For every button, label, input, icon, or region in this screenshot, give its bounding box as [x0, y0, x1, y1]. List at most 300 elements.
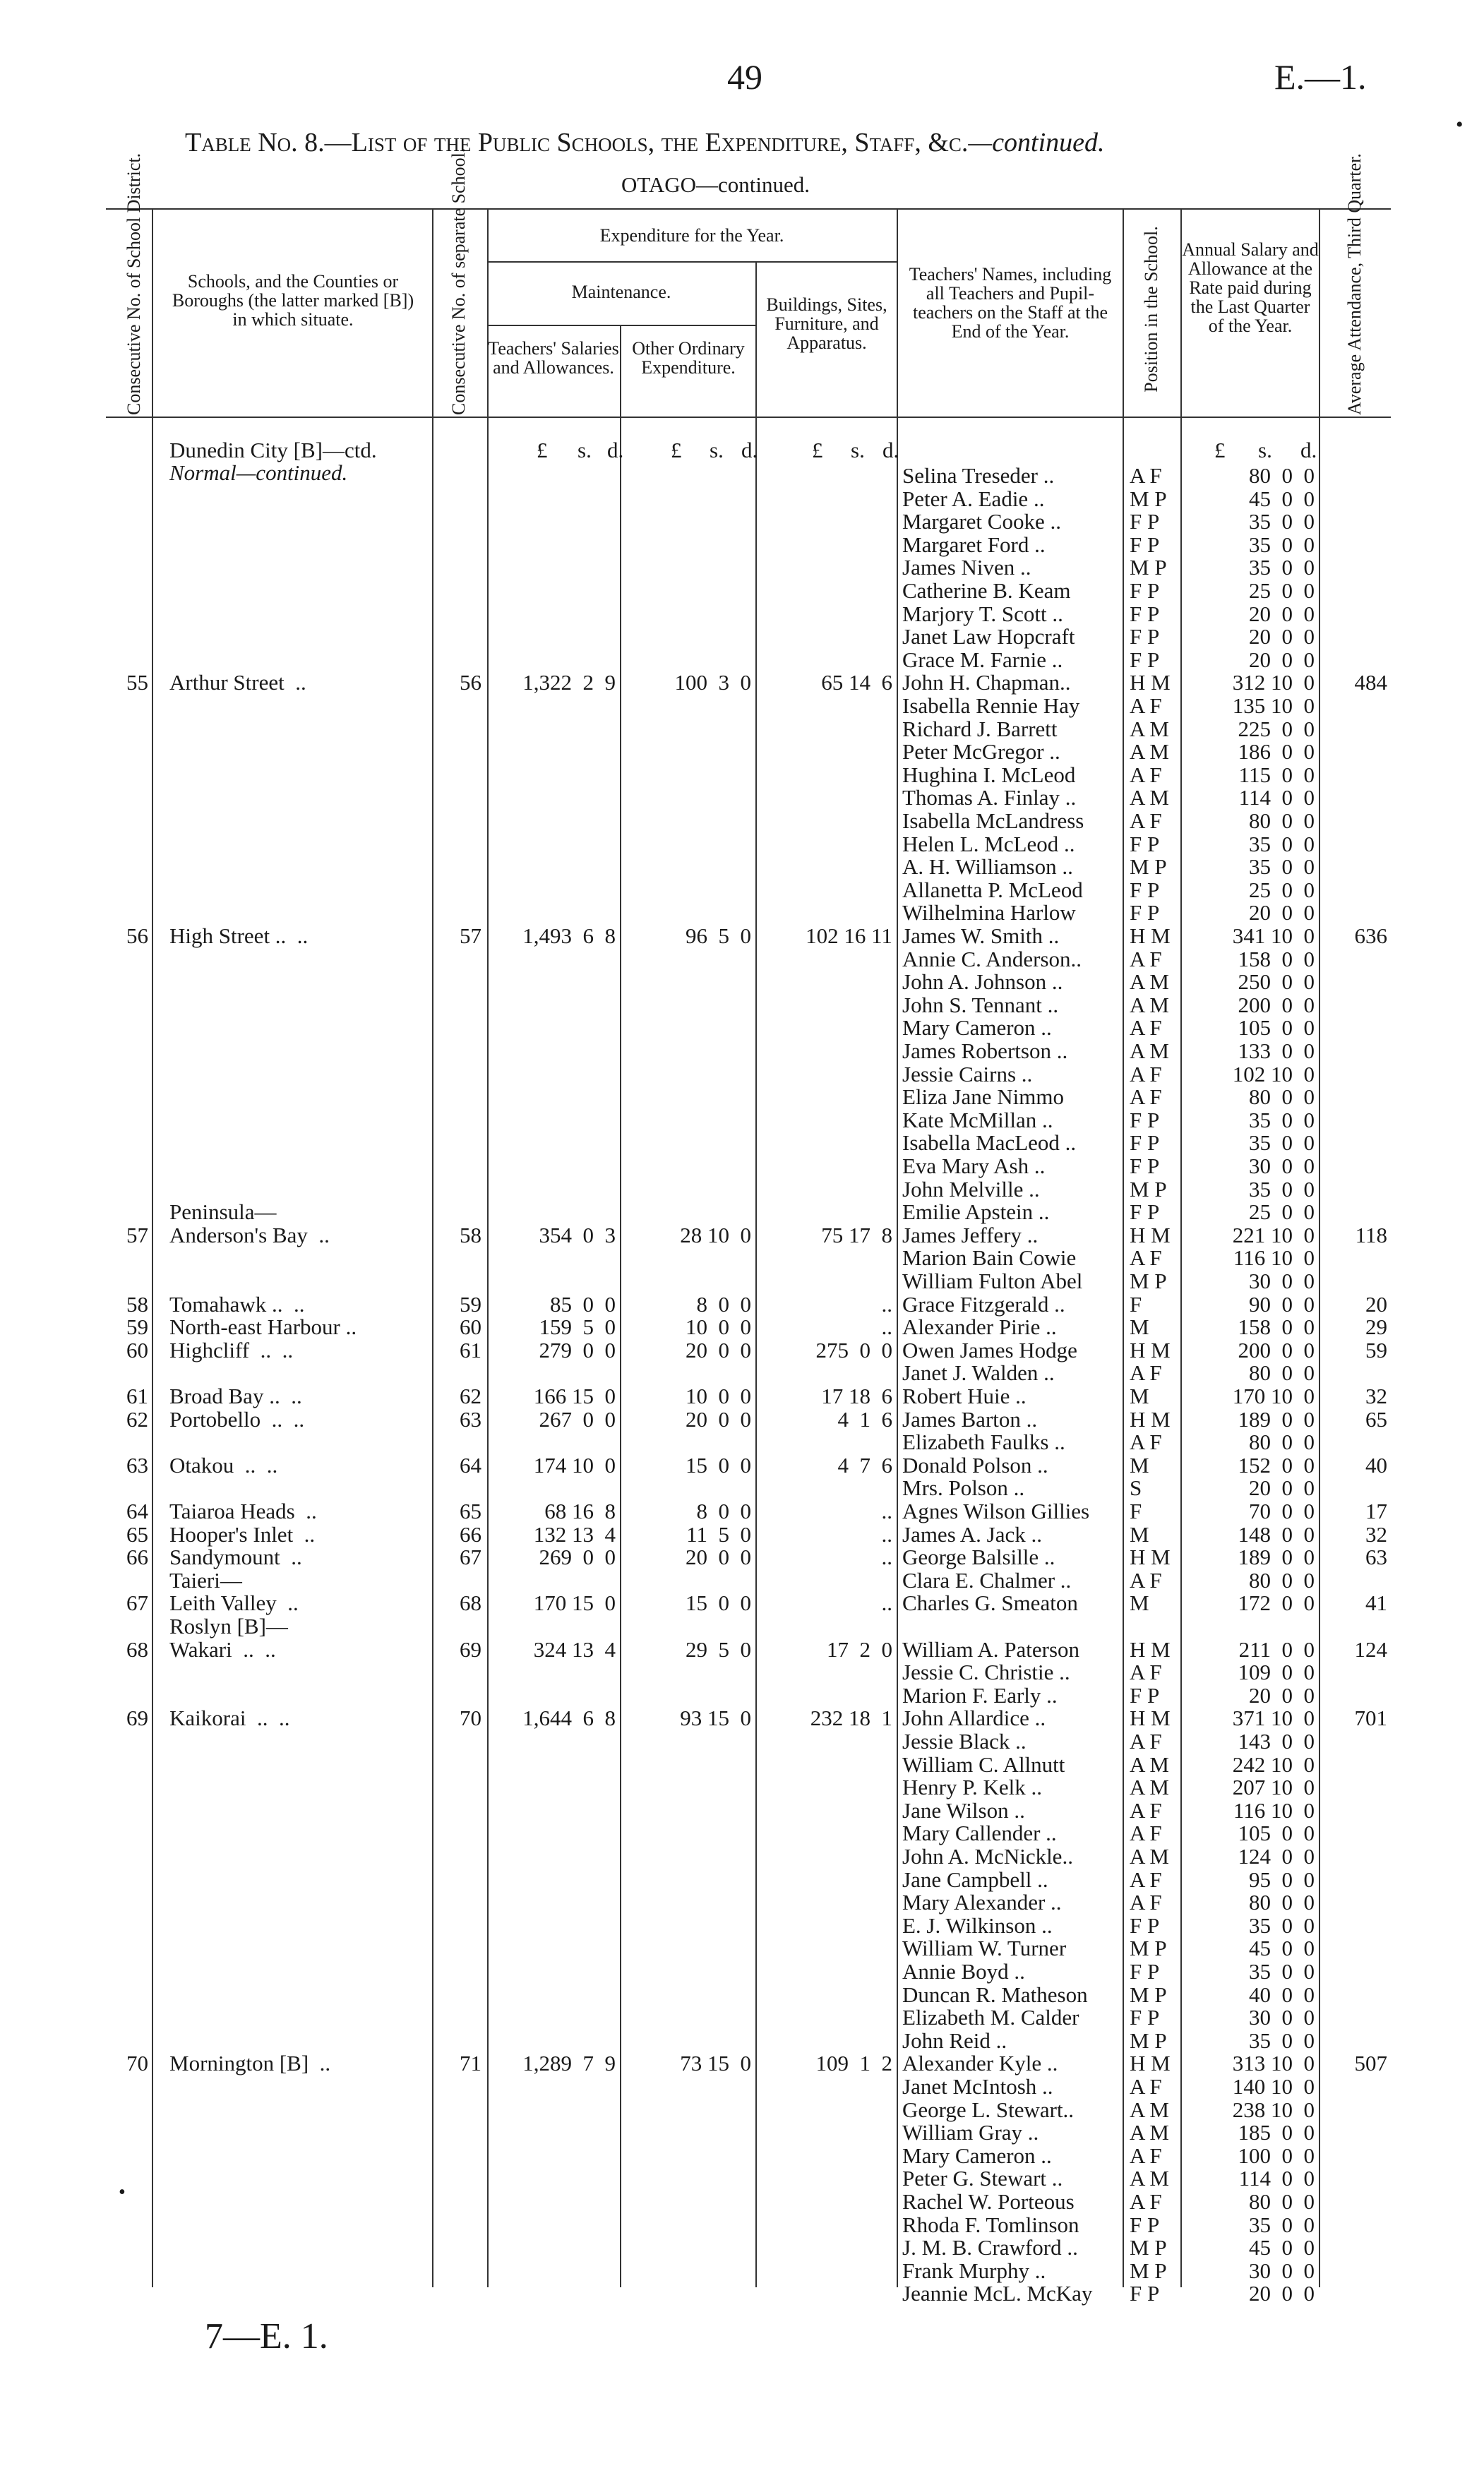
row-73-position: A F — [1130, 2143, 1162, 2168]
row-37-buildings: .. — [881, 1314, 892, 1340]
row-72-salary: 185 0 0 — [1238, 2120, 1315, 2145]
row-69-salaries: 1,289 7 9 — [522, 2051, 616, 2076]
col-rule-9 — [1319, 208, 1320, 2287]
row-43-district-no: 63 — [126, 1452, 148, 1478]
row-0-position: A F — [1130, 463, 1162, 488]
row-44-teacher-name: Mrs. Polson .. — [902, 1475, 1025, 1501]
row-51-attendance: 124 — [1354, 1636, 1387, 1662]
currency-unit-2-1: s. — [851, 438, 865, 462]
row-20-attendance: 636 — [1354, 923, 1387, 948]
row-41-salaries: 267 0 0 — [539, 1406, 616, 1432]
row-55-teacher-name: Jessie Black .. — [902, 1729, 1027, 1754]
col-rule-1 — [152, 208, 153, 2287]
row-41-salary: 189 0 0 — [1238, 1406, 1315, 1432]
row-5-position: F P — [1130, 578, 1160, 603]
row-49-school-no: 68 — [460, 1591, 481, 1616]
row-45-attendance: 17 — [1365, 1499, 1387, 1523]
currency-unit-2-0: £ — [812, 438, 823, 462]
row-32-school-name: Peninsula— — [169, 1199, 277, 1225]
row-7-teacher-name: Janet Law Hopcraft — [902, 624, 1075, 649]
row-37-salary: 158 0 0 — [1238, 1314, 1315, 1340]
row-40-attendance: 32 — [1365, 1384, 1387, 1408]
row-10-teacher-name: Isabella Rennie Hay — [902, 693, 1080, 718]
row-16-teacher-name: Helen L. McLeod .. — [902, 831, 1075, 856]
row-46-attendance: 32 — [1365, 1521, 1387, 1547]
row-25-teacher-name: James Robertson .. — [902, 1038, 1068, 1063]
row-62-teacher-name: Mary Alexander .. — [902, 1890, 1062, 1915]
row-46-school-name: Hooper's Inlet .. — [169, 1521, 316, 1547]
row-49-salaries: 170 15 0 — [533, 1591, 616, 1616]
row-38-teacher-name: Owen James Hodge — [902, 1337, 1077, 1362]
row-74-teacher-name: Peter G. Stewart .. — [902, 2166, 1063, 2191]
row-33-school-name: Anderson's Bay .. — [169, 1222, 330, 1247]
header-maintenance: Maintenance. — [571, 282, 671, 302]
row-54-buildings: 232 18 1 — [810, 1706, 892, 1731]
row-64-position: M P — [1130, 1936, 1167, 1961]
row-72-position: A M — [1130, 2120, 1169, 2145]
row-66-salary: 40 0 0 — [1249, 1982, 1315, 2007]
row-38-school-no: 61 — [460, 1337, 481, 1362]
row-24-position: A F — [1130, 1015, 1162, 1041]
row-6-salary: 20 0 0 — [1249, 601, 1315, 626]
row-48-teacher-name: Clara E. Chalmer .. — [902, 1567, 1072, 1593]
row-26-position: A F — [1130, 1061, 1162, 1086]
row-37-other-expenditure: 10 0 0 — [686, 1314, 751, 1340]
row-34-teacher-name: Marion Bain Cowie — [902, 1245, 1077, 1271]
row-33-attendance: 118 — [1355, 1222, 1387, 1247]
row-15-salary: 80 0 0 — [1249, 808, 1315, 833]
row-40-district-no: 61 — [126, 1384, 148, 1408]
row-40-teacher-name: Robert Huie .. — [902, 1384, 1027, 1408]
row-2-salary: 35 0 0 — [1249, 509, 1315, 534]
row-3-teacher-name: Margaret Ford .. — [902, 532, 1046, 557]
row-9-salaries: 1,322 2 9 — [522, 670, 616, 695]
row-54-attendance: 701 — [1354, 1706, 1387, 1731]
row-31-salary: 35 0 0 — [1249, 1176, 1315, 1202]
row-13-teacher-name: Hughina I. McLeod — [902, 762, 1076, 787]
maintenance-rule — [487, 325, 755, 326]
row-33-buildings: 75 17 8 — [821, 1222, 892, 1247]
row-17-salary: 35 0 0 — [1249, 854, 1315, 880]
row-23-position: A M — [1130, 992, 1169, 1017]
row-2-teacher-name: Margaret Cooke .. — [902, 509, 1061, 534]
title-dash: — — [324, 128, 352, 157]
row-20-teacher-name: James W. Smith .. — [902, 923, 1060, 948]
row-38-position: H M — [1130, 1337, 1171, 1362]
row-28-salary: 35 0 0 — [1249, 1107, 1315, 1132]
row-60-position: A M — [1130, 1844, 1169, 1869]
row-39-salary: 80 0 0 — [1249, 1360, 1315, 1386]
row-60-salary: 124 0 0 — [1238, 1844, 1315, 1869]
row-9-other-expenditure: 100 3 0 — [674, 670, 751, 695]
row-51-teacher-name: William A. Paterson — [902, 1636, 1080, 1662]
row-51-other-expenditure: 29 5 0 — [686, 1636, 751, 1662]
row-69-district-no: 70 — [126, 2051, 148, 2076]
row-59-position: A F — [1130, 1821, 1162, 1846]
row-9-salary: 312 10 0 — [1232, 670, 1315, 695]
row-21-position: A F — [1130, 946, 1162, 971]
row-11-position: A M — [1130, 716, 1169, 741]
row-40-school-no: 62 — [460, 1384, 481, 1408]
header-attendance: Average Attendance, Third Quarter. — [1344, 153, 1365, 415]
document-code: E.—1. — [1274, 57, 1367, 97]
row-65-teacher-name: Annie Boyd .. — [902, 1959, 1025, 1984]
row-4-teacher-name: James Niven .. — [902, 555, 1031, 580]
row-47-salaries: 269 0 0 — [539, 1545, 616, 1570]
row-68-position: M P — [1130, 2027, 1167, 2053]
header-bottom-rule — [106, 417, 1391, 418]
row-8-salary: 20 0 0 — [1249, 647, 1315, 672]
row-63-position: F P — [1130, 1912, 1160, 1938]
row-46-district-no: 65 — [126, 1521, 148, 1547]
row-34-salary: 116 10 0 — [1233, 1245, 1315, 1271]
row-69-position: H M — [1130, 2051, 1171, 2076]
row-50-school-name: Roslyn [B]— — [169, 1614, 288, 1639]
row-30-teacher-name: Eva Mary Ash .. — [902, 1154, 1046, 1178]
row-40-school-name: Broad Bay .. .. — [169, 1384, 302, 1408]
table-title — [185, 127, 1105, 158]
row-46-buildings: .. — [881, 1521, 892, 1547]
row-1-position: M P — [1130, 486, 1167, 511]
row-36-attendance: 20 — [1365, 1291, 1387, 1317]
row-51-buildings: 17 2 0 — [827, 1636, 892, 1662]
row-63-salary: 35 0 0 — [1249, 1912, 1315, 1938]
row-73-teacher-name: Mary Cameron .. — [902, 2143, 1052, 2168]
row-53-salary: 20 0 0 — [1249, 1682, 1315, 1708]
row-0-teacher-name: Selina Treseder .. — [902, 463, 1055, 488]
row-75-teacher-name: Rachel W. Porteous — [902, 2189, 1075, 2214]
row-44-position: S — [1130, 1475, 1142, 1501]
row-33-other-expenditure: 28 10 0 — [680, 1222, 751, 1247]
row-19-teacher-name: Wilhelmina Harlow — [902, 900, 1076, 926]
row-29-teacher-name: Isabella MacLeod .. — [902, 1130, 1077, 1156]
col-rule-2 — [432, 208, 433, 2287]
row-18-position: F P — [1130, 877, 1160, 902]
row-45-salaries: 68 16 8 — [544, 1499, 616, 1523]
row-76-position: F P — [1130, 2212, 1160, 2237]
row-4-salary: 35 0 0 — [1249, 555, 1315, 580]
row-52-teacher-name: Jessie C. Christie .. — [902, 1660, 1070, 1685]
row-6-teacher-name: Marjory T. Scott .. — [902, 601, 1063, 626]
row-59-salary: 105 0 0 — [1238, 1821, 1315, 1846]
row-24-teacher-name: Mary Cameron .. — [902, 1015, 1052, 1041]
row-45-buildings: .. — [881, 1499, 892, 1523]
row-9-teacher-name: John H. Chapman.. — [902, 670, 1071, 695]
row-55-position: A F — [1130, 1729, 1162, 1754]
row-67-teacher-name: Elizabeth M. Calder — [902, 2005, 1079, 2030]
row-74-position: A M — [1130, 2166, 1169, 2191]
row-51-school-name: Wakari .. .. — [169, 1636, 276, 1662]
row-53-teacher-name: Marion F. Early .. — [902, 1682, 1058, 1708]
row-40-other-expenditure: 10 0 0 — [686, 1384, 751, 1408]
row-9-attendance: 484 — [1354, 670, 1387, 695]
row-49-district-no: 67 — [126, 1591, 148, 1616]
row-36-school-name: Tomahawk .. .. — [169, 1291, 305, 1317]
row-79-position: F P — [1130, 2281, 1160, 2306]
row-36-other-expenditure: 8 0 0 — [696, 1291, 751, 1317]
row-33-teacher-name: James Jeffery .. — [902, 1222, 1039, 1247]
row-69-teacher-name: Alexander Kyle .. — [902, 2051, 1058, 2076]
currency-unit-1-1: s. — [710, 438, 724, 462]
row-47-district-no: 66 — [126, 1545, 148, 1570]
row-43-teacher-name: Donald Polson .. — [902, 1452, 1048, 1478]
title-main: List of the Public Schools, the Expenditure, Staff, &c. — [351, 128, 969, 157]
row-14-salary: 114 0 0 — [1238, 785, 1315, 810]
row-12-teacher-name: Peter McGregor .. — [902, 739, 1060, 765]
row-20-salary: 341 10 0 — [1232, 923, 1315, 948]
row-74-salary: 114 0 0 — [1238, 2166, 1315, 2191]
row-17-teacher-name: A. H. Williamson .. — [902, 854, 1073, 880]
row-66-teacher-name: Duncan R. Matheson — [902, 1982, 1088, 2007]
row-33-salaries: 354 0 3 — [539, 1222, 616, 1247]
row-51-salary: 211 0 0 — [1238, 1636, 1315, 1662]
row-43-school-no: 64 — [460, 1452, 481, 1478]
row-17-position: M P — [1130, 854, 1167, 880]
row-18-salary: 25 0 0 — [1249, 877, 1315, 902]
currency-unit-0-1: s. — [578, 438, 592, 462]
row-55-salary: 143 0 0 — [1238, 1729, 1315, 1754]
row-63-teacher-name: E. J. Wilkinson .. — [902, 1912, 1053, 1938]
page-footer: 7—E. 1. — [205, 2316, 328, 2356]
row-73-salary: 100 0 0 — [1238, 2143, 1315, 2168]
header-district: Consecutive No. of School District. — [124, 152, 144, 415]
row-36-buildings: .. — [881, 1291, 892, 1317]
row-37-attendance: 29 — [1365, 1314, 1387, 1340]
row-70-teacher-name: Janet McIntosh .. — [902, 2074, 1053, 2099]
row-38-salary: 200 0 0 — [1238, 1337, 1315, 1362]
corner-mark: • — [1456, 113, 1464, 136]
row-56-teacher-name: William C. Allnutt — [902, 1751, 1065, 1777]
row-43-buildings: 4 7 6 — [837, 1452, 892, 1478]
row-37-position: M — [1130, 1314, 1149, 1340]
header-schools: Schools, and the Counties or Boroughs (the latter marked [B]) in which situate. — [172, 271, 414, 330]
row-39-position: A F — [1130, 1360, 1162, 1386]
row-5-teacher-name: Catherine B. Keam — [902, 578, 1071, 603]
row-47-school-no: 67 — [460, 1545, 481, 1570]
row-78-teacher-name: Frank Murphy .. — [902, 2258, 1046, 2283]
row-48-salary: 80 0 0 — [1249, 1567, 1315, 1593]
row-13-salary: 115 0 0 — [1238, 762, 1315, 787]
row-52-position: A F — [1130, 1660, 1162, 1685]
header-other: Other Ordinary Expenditure. — [632, 338, 745, 378]
row-12-position: A M — [1130, 739, 1169, 765]
row-26-teacher-name: Jessie Cairns .. — [902, 1061, 1033, 1086]
row-51-salaries: 324 13 4 — [533, 1636, 616, 1662]
row-38-school-name: Highcliff .. .. — [169, 1337, 294, 1362]
row-46-school-no: 66 — [460, 1521, 481, 1547]
row-45-position: F — [1130, 1499, 1142, 1523]
section-school: Normal—continued. — [169, 460, 348, 485]
row-56-salary: 242 10 0 — [1232, 1751, 1315, 1777]
row-30-salary: 30 0 0 — [1249, 1154, 1315, 1178]
row-35-salary: 30 0 0 — [1249, 1269, 1315, 1293]
row-25-salary: 133 0 0 — [1238, 1038, 1315, 1063]
title-suffix: —continued. — [968, 128, 1105, 157]
row-41-school-name: Portobello .. .. — [169, 1406, 305, 1432]
row-54-position: H M — [1130, 1706, 1171, 1731]
row-40-buildings: 17 18 6 — [821, 1384, 892, 1408]
row-23-salary: 200 0 0 — [1238, 992, 1315, 1017]
row-31-teacher-name: John Melville .. — [902, 1176, 1040, 1202]
row-52-salary: 109 0 0 — [1238, 1660, 1315, 1685]
row-10-salary: 135 10 0 — [1232, 693, 1315, 718]
row-19-salary: 20 0 0 — [1249, 900, 1315, 926]
row-18-teacher-name: Allanetta P. McLeod — [902, 877, 1083, 902]
row-51-district-no: 68 — [126, 1636, 148, 1662]
row-68-salary: 35 0 0 — [1249, 2027, 1315, 2053]
row-21-salary: 158 0 0 — [1238, 946, 1315, 971]
row-6-position: F P — [1130, 601, 1160, 626]
row-36-teacher-name: Grace Fitzgerald .. — [902, 1291, 1065, 1317]
row-69-salary: 313 10 0 — [1232, 2051, 1315, 2076]
row-9-position: H M — [1130, 670, 1171, 695]
row-45-other-expenditure: 8 0 0 — [696, 1499, 751, 1523]
row-44-salary: 20 0 0 — [1249, 1475, 1315, 1501]
row-58-teacher-name: Jane Wilson .. — [902, 1797, 1025, 1823]
row-60-teacher-name: John A. McNickle.. — [902, 1844, 1073, 1869]
row-45-school-name: Taiaroa Heads .. — [169, 1499, 317, 1523]
row-9-school-name: Arthur Street .. — [169, 670, 306, 695]
row-28-teacher-name: Kate McMillan .. — [902, 1107, 1053, 1132]
row-54-salary: 371 10 0 — [1232, 1706, 1315, 1731]
row-57-salary: 207 10 0 — [1232, 1775, 1315, 1800]
row-20-district-no: 56 — [126, 923, 148, 948]
row-42-position: A F — [1130, 1430, 1162, 1455]
row-36-district-no: 58 — [126, 1291, 148, 1317]
row-77-salary: 45 0 0 — [1249, 2235, 1315, 2260]
row-35-teacher-name: William Fulton Abel — [902, 1269, 1083, 1293]
row-33-school-no: 58 — [460, 1222, 481, 1247]
row-47-salary: 189 0 0 — [1238, 1545, 1315, 1570]
row-43-salary: 152 0 0 — [1238, 1452, 1315, 1478]
row-71-salary: 238 10 0 — [1232, 2097, 1315, 2122]
row-42-salary: 80 0 0 — [1249, 1430, 1315, 1455]
row-22-salary: 250 0 0 — [1238, 969, 1315, 995]
row-3-salary: 35 0 0 — [1249, 532, 1315, 557]
row-70-salary: 140 10 0 — [1232, 2074, 1315, 2099]
header-expenditure: Expenditure for the Year. — [599, 225, 784, 246]
row-48-position: A F — [1130, 1567, 1162, 1593]
row-11-salary: 225 0 0 — [1238, 716, 1315, 741]
row-16-salary: 35 0 0 — [1249, 831, 1315, 856]
row-49-teacher-name: Charles G. Smeaton — [902, 1591, 1078, 1616]
row-37-district-no: 59 — [126, 1314, 148, 1340]
currency-unit-3-0: £ — [1214, 438, 1226, 462]
row-47-attendance: 63 — [1365, 1545, 1387, 1570]
row-76-teacher-name: Rhoda F. Tomlinson — [902, 2212, 1079, 2237]
row-54-teacher-name: John Allardice .. — [902, 1706, 1046, 1731]
row-0-salary: 80 0 0 — [1249, 463, 1315, 488]
row-62-position: A F — [1130, 1890, 1162, 1915]
row-37-school-name: North-east Harbour .. — [169, 1314, 357, 1340]
row-45-salary: 70 0 0 — [1249, 1499, 1315, 1523]
row-58-salary: 116 10 0 — [1233, 1797, 1315, 1823]
row-54-district-no: 69 — [126, 1706, 148, 1731]
row-13-position: A F — [1130, 762, 1162, 787]
currency-unit-3-1: s. — [1258, 438, 1272, 462]
row-5-salary: 25 0 0 — [1249, 578, 1315, 603]
margin-dot: • — [119, 2181, 126, 2203]
row-53-position: F P — [1130, 1682, 1160, 1708]
row-48-school-name: Taieri— — [169, 1567, 242, 1593]
row-7-position: F P — [1130, 624, 1160, 649]
row-69-other-expenditure: 73 15 0 — [680, 2051, 751, 2076]
row-54-other-expenditure: 93 15 0 — [680, 1706, 751, 1731]
section-county-label: Dunedin City [B]—ctd. — [169, 438, 377, 462]
row-57-teacher-name: Henry P. Kelk .. — [902, 1775, 1043, 1800]
row-43-other-expenditure: 15 0 0 — [686, 1452, 751, 1478]
row-21-teacher-name: Annie C. Anderson.. — [902, 946, 1082, 971]
currency-unit-2-2: d. — [882, 438, 899, 462]
row-20-other-expenditure: 96 5 0 — [686, 923, 751, 948]
row-45-district-no: 64 — [126, 1499, 148, 1523]
row-1-teacher-name: Peter A. Eadie .. — [902, 486, 1045, 511]
currency-unit-0-2: d. — [607, 438, 624, 462]
row-14-teacher-name: Thomas A. Finlay .. — [902, 785, 1077, 810]
row-22-position: A M — [1130, 969, 1169, 995]
row-29-salary: 35 0 0 — [1249, 1130, 1315, 1156]
row-38-buildings: 275 0 0 — [815, 1337, 892, 1362]
title-prefix: Table No. 8. — [185, 128, 325, 157]
row-58-position: A F — [1130, 1797, 1162, 1823]
row-71-teacher-name: George L. Stewart.. — [902, 2097, 1075, 2122]
row-28-position: F P — [1130, 1107, 1160, 1132]
row-67-salary: 30 0 0 — [1249, 2005, 1315, 2030]
row-64-teacher-name: William W. Turner — [902, 1936, 1067, 1961]
row-40-salary: 170 10 0 — [1232, 1384, 1315, 1408]
row-45-teacher-name: Agnes Wilson Gillies — [902, 1499, 1090, 1523]
row-67-position: F P — [1130, 2005, 1160, 2030]
col-rule-8 — [1180, 208, 1182, 2287]
row-49-buildings: .. — [881, 1591, 892, 1616]
row-46-position: M — [1130, 1521, 1149, 1547]
row-27-salary: 80 0 0 — [1249, 1084, 1315, 1110]
row-68-teacher-name: John Reid .. — [902, 2027, 1007, 2053]
row-38-other-expenditure: 20 0 0 — [686, 1337, 751, 1362]
row-43-attendance: 40 — [1365, 1452, 1387, 1478]
section-county — [169, 439, 377, 462]
row-65-position: F P — [1130, 1959, 1160, 1984]
row-23-teacher-name: John S. Tennant .. — [902, 992, 1059, 1017]
row-69-buildings: 109 1 2 — [815, 2051, 892, 2076]
row-49-school-name: Leith Valley .. — [169, 1591, 299, 1616]
row-61-salary: 95 0 0 — [1249, 1867, 1315, 1892]
row-54-school-no: 70 — [460, 1706, 481, 1731]
row-59-teacher-name: Mary Callender .. — [902, 1821, 1057, 1846]
row-25-position: A M — [1130, 1038, 1169, 1063]
row-41-teacher-name: James Barton .. — [902, 1406, 1038, 1432]
col-rule-3 — [487, 208, 489, 2287]
row-41-other-expenditure: 20 0 0 — [686, 1406, 751, 1432]
row-27-position: A F — [1130, 1084, 1162, 1110]
header-salary: Annual Salary and Allowance at the Rate paid during the Last Quarter of the Year. — [1182, 239, 1319, 336]
row-39-teacher-name: Janet J. Walden .. — [902, 1360, 1055, 1386]
row-66-position: M P — [1130, 1982, 1167, 2007]
row-36-salary: 90 0 0 — [1249, 1291, 1315, 1317]
row-40-position: M — [1130, 1384, 1149, 1408]
row-37-teacher-name: Alexander Pirie .. — [902, 1314, 1057, 1340]
row-36-position: F — [1130, 1291, 1142, 1317]
row-32-teacher-name: Emilie Apstein .. — [902, 1199, 1050, 1225]
row-77-position: M P — [1130, 2235, 1167, 2260]
row-15-teacher-name: Isabella McLandress — [902, 808, 1084, 833]
row-71-position: A M — [1130, 2097, 1169, 2122]
table-subtitle: OTAGO—continued. — [621, 172, 810, 197]
row-78-position: M P — [1130, 2258, 1167, 2283]
row-8-position: F P — [1130, 647, 1160, 672]
row-38-district-no: 60 — [126, 1337, 148, 1362]
row-61-teacher-name: Jane Campbell .. — [902, 1867, 1048, 1892]
